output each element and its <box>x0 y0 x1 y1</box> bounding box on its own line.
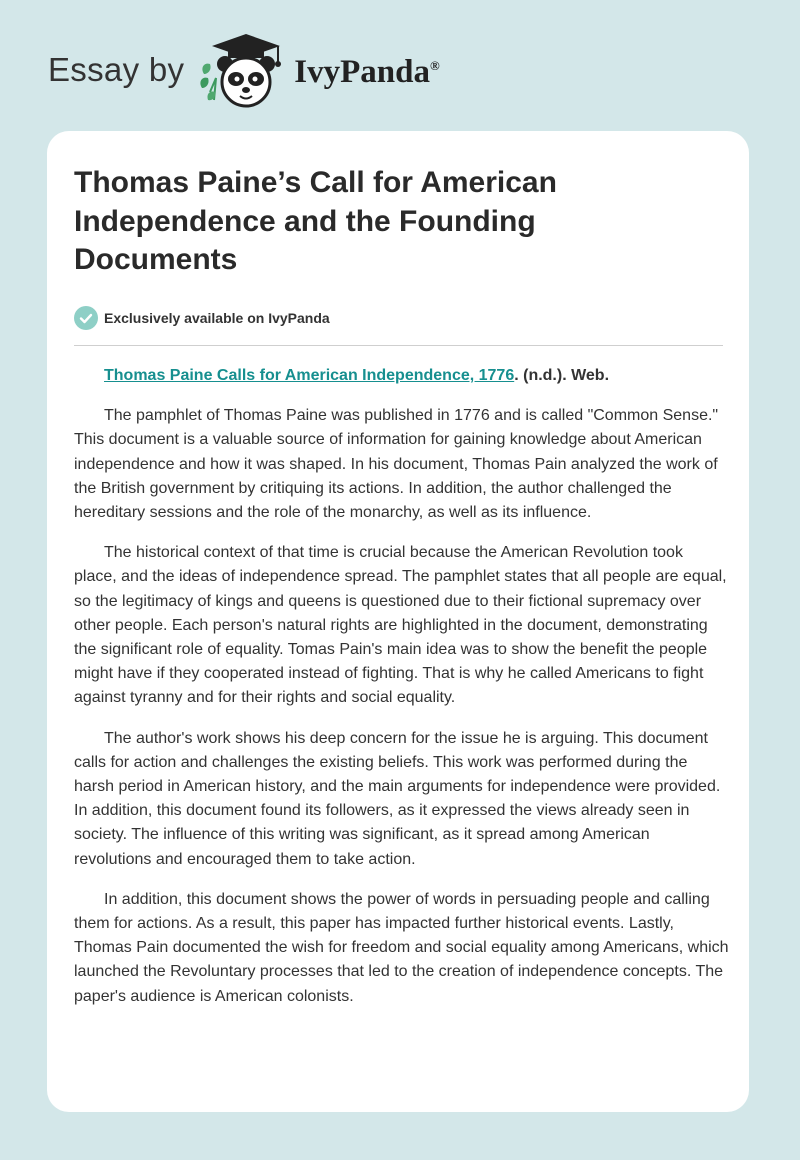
availability-badge <box>74 306 330 330</box>
paragraph-3: The author's work shows his deep concern for the issue he is arguing. This document calls for action and challenges the existing beliefs. This work was performed during the harsh period in American history, and the main arguments for independence were provided. In addition, this document found its followers, as it expressed the views already seen in society. The influence of this writing was significant, as it spread among American revolutions and encouraged them to take action. <box>74 729 721 868</box>
site-header <box>48 30 440 110</box>
registered-mark: ® <box>430 57 440 73</box>
divider <box>74 345 723 346</box>
page-title: Thomas Paine’s Call for American Independence and the Founding Documents <box>74 166 557 276</box>
paragraph-4: In addition, this document shows the power of words in persuading people and calling them for actions. As a result, this paper has impacted further historical events. Lastly, Thomas Pain documented the wish for freedom and social equality among Americans, which launched the Revoluntary processes that led to the creation of independence concepts. The paper's audience is American colonists. <box>74 890 729 1005</box>
paragraph-2: The historical context of that time is crucial because the American Revolution took place, and the ideas of independence spread. The pamphlet states that all people are equal, so the legitimacy of kings and queens is questioned due to their fictional supremacy over other people. Each person's natural rights are highlighted in the document, demonstrating the significant role of equality. Tomas Pain's main idea was to show the benefit the people might have if they cooperated instead of fighting. That is why he called Americans to fight against tyranny and for their rights and social equality. <box>74 544 727 707</box>
brand-name <box>294 54 439 91</box>
brand-label: IvyPanda <box>294 53 431 90</box>
citation <box>74 364 729 388</box>
check-circle-icon <box>74 306 98 330</box>
panda-graduate-logo-icon <box>198 30 290 110</box>
essay-card <box>47 131 749 1112</box>
citation-link[interactable]: Thomas Paine Calls for American Independence, 1776 <box>104 367 515 384</box>
essay-by-label: Essay by <box>48 51 185 88</box>
paragraph-1: The pamphlet of Thomas Paine was published in 1776 and is called "Common Sense." This document is a valuable source of information for gaining knowledge about American independence and how it was shaped. In his document, Thomas Pain analyzed the work of the British government by critiquing its actions. In addition, the author challenged the hereditary sessions and the role of the monarchy, as well as its influence. <box>74 407 719 522</box>
essay-body <box>74 364 729 1025</box>
citation-suffix: . (n.d.). Web. <box>514 367 610 384</box>
badge-label: Exclusively available on IvyPanda <box>104 310 330 326</box>
